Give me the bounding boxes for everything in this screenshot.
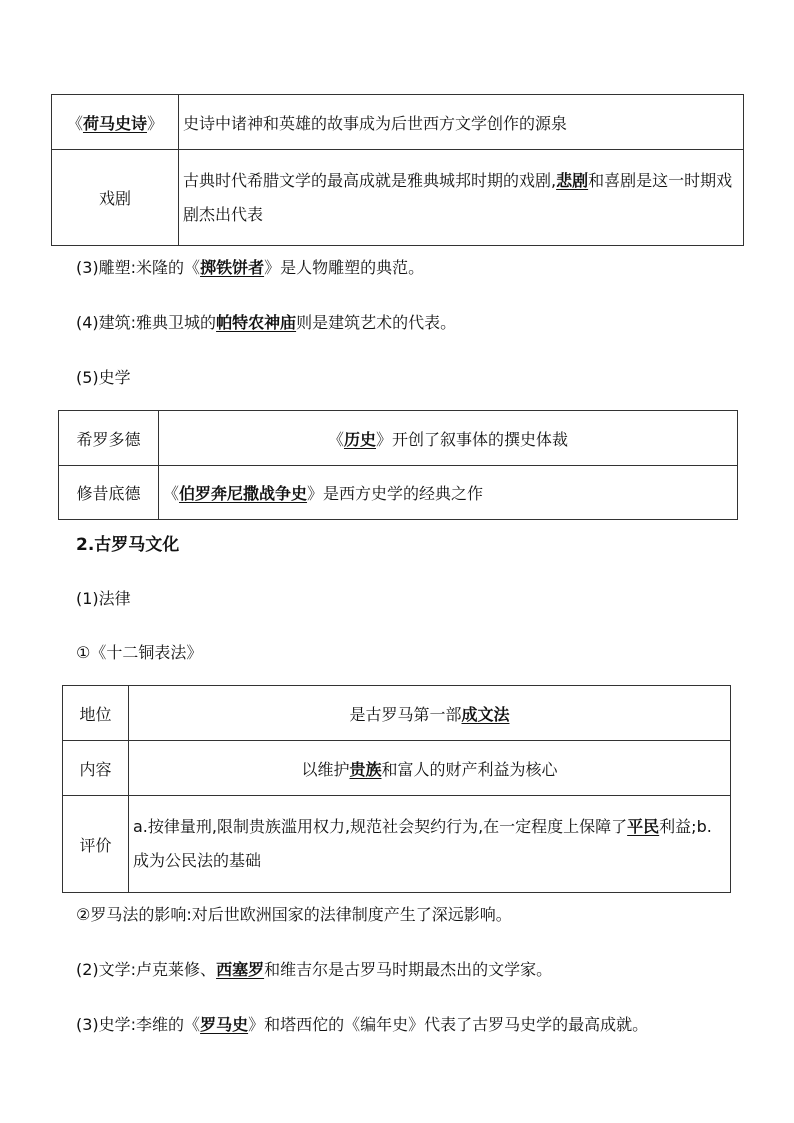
table-label-drama: 戏剧 [52,150,179,246]
table-label-herodotus: 希罗多德 [59,411,159,466]
paragraph-architecture: (4)建筑:雅典卫城的帕特农神庙则是建筑艺术的代表。 [76,313,457,332]
paragraph-roman-law: ②罗马法的影响:对后世欧洲国家的法律制度产生了深远影响。 [76,905,512,924]
twelve-tables-table [62,685,731,893]
paragraph-history: (5)史学 [76,368,131,387]
table-cell-drama: 古典时代希腊文学的最高成就是雅典城邦时期的戏剧,悲剧和喜剧是这一时期戏剧杰出代表 [179,150,744,246]
table-label-thucydides: 修昔底德 [59,466,159,520]
paragraph-historiography: (3)史学:李维的《罗马史》和塔西佗的《编年史》代表了古罗马史学的最高成就。 [76,1015,649,1034]
heading-rome: 2.古罗马文化 [76,535,180,555]
table-label-homer: 《荷马史诗》 [52,95,179,150]
paragraph-twelve-tables: ①《十二铜表法》 [76,643,203,662]
paragraph-literature: (2)文学:卢克莱修、西塞罗和维吉尔是古罗马时期最杰出的文学家。 [76,960,553,979]
table-label-content: 内容 [63,741,129,796]
paragraph-law: (1)法律 [76,589,131,608]
table-cell-homer: 史诗中诸神和英雄的故事成为后世西方文学创作的源泉 [179,95,744,150]
table-label-status: 地位 [63,686,129,741]
table-cell-herodotus: 《历史》开创了叙事体的撰史体裁 [159,411,738,466]
paragraph-sculpture: (3)雕塑:米隆的《掷铁饼者》是人物雕塑的典范。 [76,258,425,277]
table-cell-status: 是古罗马第一部成文法 [129,686,731,741]
table-cell-thucydides: 《伯罗奔尼撒战争史》是西方史学的经典之作 [159,466,738,520]
table-label-evaluation: 评价 [63,796,129,893]
table-cell-evaluation: a.按律量刑,限制贵族滥用权力,规范社会契约行为,在一定程度上保障了平民利益;b.成为公民法的基础 [129,796,731,893]
greek-literature-table [51,94,744,246]
table-cell-content: 以维护贵族和富人的财产利益为核心 [129,741,731,796]
greek-historians-table [58,410,738,520]
